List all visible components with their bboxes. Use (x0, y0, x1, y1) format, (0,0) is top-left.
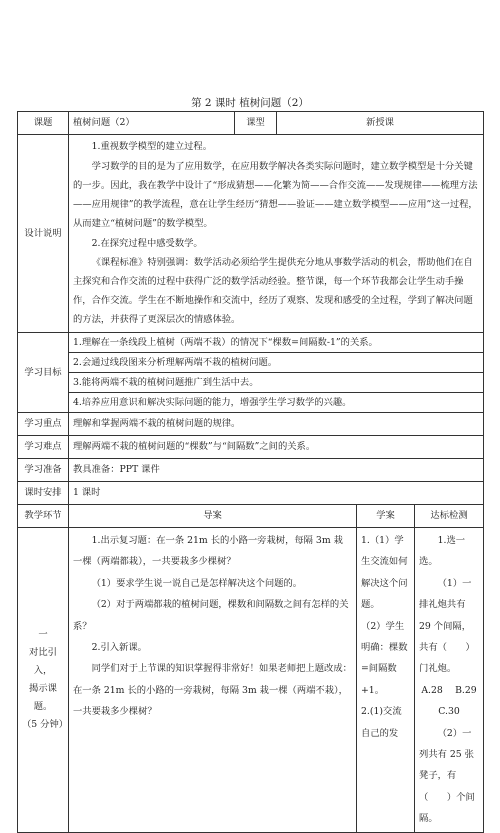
label-key-point: 学习重点 (18, 413, 69, 436)
stage-line: 对比引入， (29, 646, 57, 676)
label-prep: 学习准备 (18, 459, 69, 482)
goal-item: 3.能将两端不栽的植树问题推广到生活中去。 (69, 373, 483, 393)
design-notes (69, 135, 484, 333)
guide-paragraph: （2）对于两端都栽的植树问题，棵数和间隔数之间有怎样的关系？ (73, 599, 349, 632)
design-paragraph-2: 《课程标准》特别强调：数学活动必须给学生提供充分地从事数学活动的机会，帮助他们在自主探究和合作交流的过程中获得广泛的数学活动经验。整节课，每一个环节我都会让学生动手操作，合作交流。学生在不断地操作和交流中，经历了观察、发现和感受的全过程，学到了解决问题的方法，并获得了更深层次的情感体验。 (73, 256, 473, 326)
study-paragraph: 1.（1）学生交流如何解决这个问题。 (361, 535, 408, 611)
topic-value: 植树问题（2） (69, 112, 235, 135)
row-topic (18, 112, 484, 135)
goal-item: 1.理解在一条线段上植树（两端不栽）的情况下“棵数=间隔数-1”的关系。 (69, 333, 483, 353)
row-prep (18, 459, 484, 482)
study-paragraph: 2.(1)交流自己的发 (361, 706, 402, 739)
row-process-header (18, 505, 484, 528)
label-check: 达标检测 (415, 505, 484, 528)
row-stage-1 (18, 528, 484, 833)
stage-cell (18, 528, 69, 833)
design-paragraph-1: 学习数学的目的是为了应用数学，在应用数学解决各类实际问题时，建立数学模型是十分关键的一步。因此，我在教学中设计了“形成猜想——化繁为简——合作交流——发现规律——梳理方法——应用规律”的教学流程，意在让学生经历“猜想——验证——建立数学模型——应用”这一过程，从而建立“植树问题”的数学模型。 (73, 160, 478, 230)
prep-value: 教具准备：PPT 课件 (69, 459, 484, 482)
lesson-plan-table (17, 111, 489, 833)
check-cell (415, 528, 489, 833)
goal-item: 2.会通过线段图来分析理解两端不栽的植树问题。 (69, 353, 483, 373)
guide-cell (69, 528, 357, 833)
page-title: 第 2 课时 植树问题（2） (191, 97, 309, 109)
guide-paragraph: 2.引入新课。 (91, 642, 147, 654)
check-question: （1）一排礼炮共有 29 个间隔，共有（ ）门礼炮。 (419, 577, 475, 675)
label-topic: 课题 (18, 112, 69, 135)
design-point-2: 2.在探究过程中感受数学。 (91, 237, 203, 249)
difficulty-value: 理解两端不栽的植树问题的“棵数”与“间隔数”之间的关系。 (69, 436, 484, 459)
label-study: 学案 (357, 505, 415, 528)
hours-value: 1 课时 (69, 482, 484, 505)
study-paragraph: （2）学生明确：棵数=间隔数+1。 (361, 620, 408, 696)
check-question: （2）一列共有 25 张凳子，有（ ）个间隔。 (419, 727, 475, 825)
design-point-1: 1.重视数学模型的建立过程。 (91, 141, 213, 153)
key-point-value: 理解和掌握两端不栽的植树问题的规律。 (69, 413, 484, 436)
goals-list (69, 333, 484, 413)
label-hours: 课时安排 (18, 482, 69, 505)
check-heading: 1.选一选。 (419, 535, 466, 568)
guide-paragraph: （1）要求学生说一说自己是怎样解决这个问题的。 (91, 577, 303, 589)
row-key-point (18, 413, 484, 436)
row-difficulty (18, 436, 484, 459)
label-type: 课型 (235, 112, 277, 135)
type-value: 新授课 (277, 112, 484, 135)
label-goals: 学习目标 (18, 333, 69, 413)
guide-paragraph: 1.出示复习题：在一条 21m 长的小路一旁栽树，每隔 3m 栽一棵（两端都栽），一共要栽多少棵树？ (73, 535, 343, 568)
study-cell (357, 528, 415, 833)
goal-item: 4.培养应用意识和解决实际问题的能力，增强学生学习数学的兴趣。 (73, 397, 352, 408)
row-goals (18, 333, 484, 413)
stage-dash: 一 (38, 628, 48, 640)
row-design (18, 135, 484, 333)
stage-line: 揭示课题。 (29, 682, 57, 712)
stage-line: （5 分钟） (22, 718, 69, 730)
check-options: A.28 B.29 C.30 (421, 684, 489, 718)
guide-paragraph: 同学们对于上节课的知识掌握得非常好！如果老师把上题改成：在一条 21m 长的小路的一旁栽树，每隔 3m 栽一棵（两端不栽），一共要栽多少棵树？ (73, 663, 352, 718)
label-difficulty: 学习难点 (18, 436, 69, 459)
label-guide: 导案 (69, 505, 357, 528)
label-steps: 教学环节 (18, 505, 69, 528)
label-design: 设计说明 (18, 135, 69, 333)
row-hours (18, 482, 484, 505)
